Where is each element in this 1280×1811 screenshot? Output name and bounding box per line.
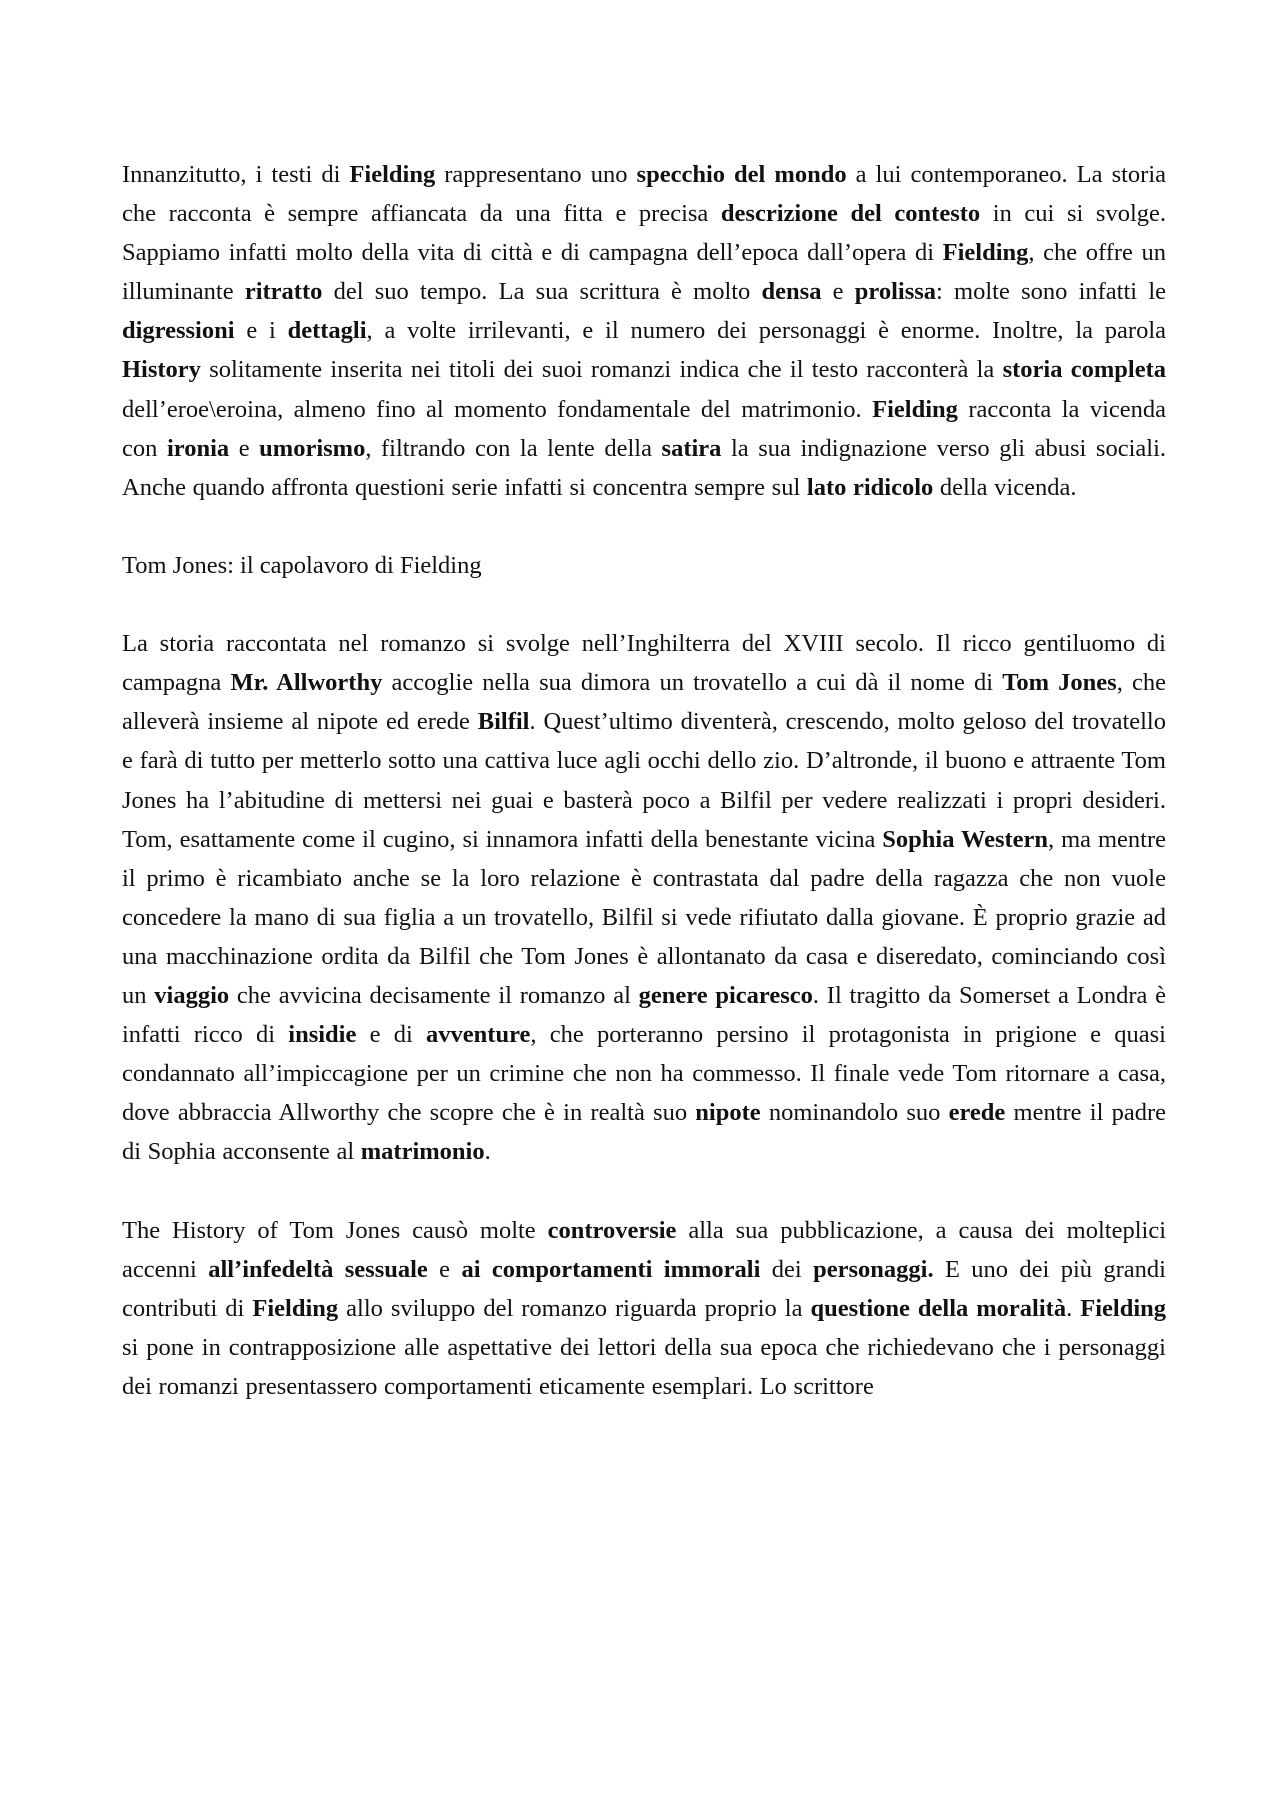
bold-term: Bilfil bbox=[477, 708, 530, 736]
text-run: dei bbox=[760, 1255, 814, 1283]
bold-term: avventure bbox=[426, 1021, 531, 1049]
bold-term: Sophia Western bbox=[882, 825, 1049, 853]
text-run: solitamente inserita nei titoli dei suoi romanzi indica che il testo racconterà la bbox=[200, 356, 1003, 384]
text-run: mentre il padre di Sophia acconsente al bbox=[122, 1099, 1167, 1166]
text-run: racconta la vicenda con bbox=[122, 395, 1166, 462]
text-run: in cui si svolge. Sappiamo infatti molto della vita di città e di campagna dell’epoca dall’opera di bbox=[122, 200, 1166, 267]
bold-term: personaggi. bbox=[813, 1255, 934, 1283]
text-run: . bbox=[1066, 1294, 1081, 1322]
text-run: Tom Jones: il capolavoro di Fielding bbox=[122, 551, 482, 579]
bold-term: ritratto bbox=[244, 278, 323, 306]
text-run: La storia raccontata nel romanzo si svolge nell’Inghilterra del XVIII secolo. Il ricco gentiluomo di campagna bbox=[122, 630, 1166, 697]
bold-term: Fielding bbox=[872, 395, 958, 423]
bold-term: Fielding bbox=[1080, 1294, 1167, 1322]
text-run: che avvicina decisamente il romanzo al bbox=[229, 981, 639, 1009]
paragraph-plot-summary bbox=[122, 624, 1166, 1171]
text-run: , che offre un illuminante bbox=[122, 239, 1166, 306]
bold-term: nipote bbox=[695, 1099, 761, 1127]
bold-term: viaggio bbox=[154, 981, 230, 1009]
bold-term: satira bbox=[661, 434, 722, 462]
bold-term: controversie bbox=[547, 1216, 677, 1244]
bold-term: Fielding bbox=[252, 1294, 339, 1322]
text-run: e bbox=[229, 434, 260, 462]
bold-term: digressioni bbox=[122, 317, 235, 345]
text-run: , a volte irrilevanti, e il numero dei personaggi è enorme. Inoltre, la parola bbox=[366, 317, 1166, 345]
text-run: . bbox=[484, 1138, 491, 1166]
bold-term: questione della moralità bbox=[810, 1294, 1067, 1322]
paragraph-fielding-style bbox=[122, 155, 1166, 507]
bold-term: all’infedeltà sessuale bbox=[208, 1255, 428, 1283]
paragraph-gap bbox=[122, 585, 1166, 624]
text-run: accoglie nella sua dimora un trovatello a cui dà il nome di bbox=[382, 669, 1003, 697]
text-run: nominandolo suo bbox=[760, 1099, 949, 1127]
bold-term: erede bbox=[948, 1099, 1006, 1127]
bold-term: specchio del mondo bbox=[636, 161, 847, 188]
text-run: The History of Tom Jones causò molte bbox=[122, 1216, 548, 1244]
text-run: e bbox=[427, 1255, 462, 1283]
bold-term: genere picaresco bbox=[638, 981, 813, 1009]
bold-term: dettagli bbox=[287, 317, 367, 345]
bold-term: densa bbox=[761, 278, 822, 306]
text-run: , che alleverà insieme al nipote ed erede bbox=[122, 669, 1167, 736]
bold-term: matrimonio bbox=[360, 1138, 485, 1166]
bold-term: prolissa bbox=[854, 278, 937, 306]
text-run: e di bbox=[356, 1021, 427, 1049]
bold-term: lato ridicolo bbox=[806, 473, 934, 501]
text-run: . Quest’ultimo diventerà, crescendo, molto geloso del trovatello e farà di tutto per metterlo sotto una cattiva luce agli occhi dello zio. D’altronde, il buono e attraente Tom Jones ha l’abitudine di mettersi nei guai e basterà poco a Bilfil per vedere realizzati i propri desideri. Tom, esattamente come il cugino, si innamora infatti della benestante vicina bbox=[122, 708, 1166, 853]
text-run: dell’eroe\eroina, almeno fino al momento fondamentale del matrimonio. bbox=[122, 395, 873, 423]
bold-term: storia completa bbox=[1002, 356, 1166, 384]
text-run: , ma mentre il primo è ricambiato anche se la loro relazione è contrastata dal padre della ragazza che non vuole concedere la mano di sua figlia a un trovatello, Bilfil si vede rifiutato dalla giovane. È proprio grazie ad una macchinazione ordita da Bilfil che Tom Jones è allontanato da casa e diseredato, cominciando così un bbox=[122, 825, 1166, 1009]
paragraph-controversy bbox=[122, 1211, 1166, 1406]
text-run: a lui contemporaneo. La storia che racconta è sempre affiancata da una fitta e precisa bbox=[122, 161, 1167, 228]
text-run: rappresentano uno bbox=[435, 161, 637, 188]
text-run: E uno dei più grandi contributi di bbox=[122, 1255, 1166, 1322]
bold-term: Fielding bbox=[942, 239, 1029, 267]
bold-term: descrizione del contesto bbox=[720, 200, 981, 228]
bold-term: ironia bbox=[166, 434, 230, 462]
text-run: della vicenda. bbox=[933, 473, 1077, 501]
bold-term: Tom Jones bbox=[1002, 669, 1117, 697]
text-run: alla sua pubblicazione, a causa dei molteplici accenni bbox=[122, 1216, 1166, 1283]
bold-term: Mr. Allworthy bbox=[230, 669, 383, 697]
section-heading-tom-jones bbox=[122, 546, 1166, 585]
bold-term: History bbox=[122, 356, 201, 384]
text-run: Innanzitutto, i testi di bbox=[122, 161, 350, 188]
text-run: allo sviluppo del romanzo riguarda proprio la bbox=[338, 1294, 811, 1322]
paragraph-gap bbox=[122, 507, 1166, 546]
text-run: , che porteranno persino il protagonista in prigione e quasi condannato all’impiccagione per un crimine che non ha commesso. Il finale vede Tom ritornare a casa, dove abbraccia Allworthy che scopre che è in realtà suo bbox=[122, 1021, 1166, 1127]
text-run: e i bbox=[234, 317, 288, 345]
bold-term: umorismo bbox=[259, 434, 366, 462]
text-run: del suo tempo. La sua scrittura è molto bbox=[322, 278, 762, 306]
bold-term: ai comportamenti immorali bbox=[461, 1255, 761, 1283]
bold-term: insidie bbox=[288, 1021, 357, 1049]
text-run: . Il tragitto da Somerset a Londra è infatti ricco di bbox=[122, 981, 1167, 1049]
text-run: si pone in contrapposizione alle aspettative dei lettori della sua epoca che richiedevano che i personaggi dei romanzi presentassero comportamenti eticamente esemplari. Lo scrittore bbox=[122, 1333, 1166, 1400]
text-run: la sua indignazione verso gli abusi sociali. Anche quando affronta questioni serie infatti si concentra sempre sul bbox=[122, 434, 1167, 501]
document-page bbox=[122, 155, 1166, 1406]
paragraph-gap bbox=[122, 1171, 1166, 1210]
text-run: e bbox=[821, 278, 855, 306]
bold-term: Fielding bbox=[349, 161, 436, 188]
text-run: : molte sono infatti le bbox=[936, 278, 1167, 306]
text-run: , filtrando con la lente della bbox=[365, 434, 662, 462]
